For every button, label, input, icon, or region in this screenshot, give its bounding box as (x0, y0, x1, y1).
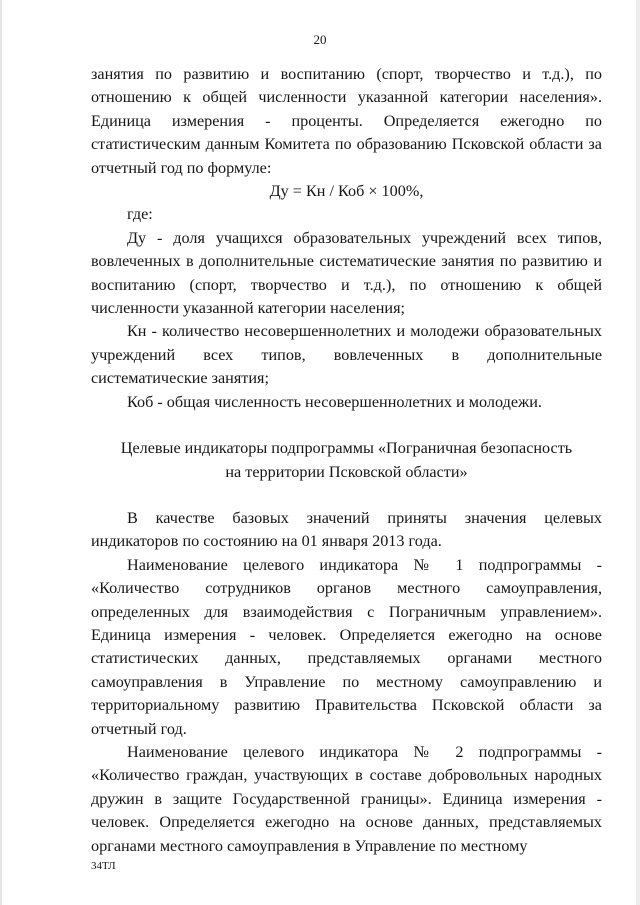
page-number: 20 (313, 32, 327, 47)
paragraph-indicator-1: Наименование целевого индикатора № 1 подпрограммы - «Количество сотрудников органов местного самоуправления, определенных для взаимодействия с Пограничным управлением». Единица измерения - человек. Определяется ежегодно на основе статистических данных, представляемых органами местного самоуправления в Управление по местному самоуправлению и территориальному развитию Правительства Псковской области за отчетный год. (91, 555, 602, 738)
definition-kn: Кн - количество несовершеннолетних и молодежи образовательных учреждений всех типов, вовлеченных в дополнительные систематические занятия; (91, 322, 602, 388)
document-body (91, 63, 602, 858)
section-heading-line-2: на территории Псковской области» (225, 462, 468, 481)
paragraph-continuation: занятия по развитию и воспитанию (спорт, творчество и т.д.), по отношению к общей численности указанной категории населения». Единица измерения - проценты. Определяется ежегодно по статистическим данным Комитета по образованию Псковской области за отчетный год по формуле: (91, 65, 602, 177)
scan-edge-left (0, 0, 2, 905)
definition-du: Ду - доля учащихся образовательных учреждений всех типов, вовлеченных в дополнительные систематические занятия по развитию и воспитанию (спорт, творчество и т.д.), по отношению к общей численности указанной категории населения; (91, 228, 602, 318)
spacer (91, 484, 602, 507)
footer-code: 34ТЛ (91, 860, 116, 872)
paragraph-base-values: В качестве базовых значений приняты значения целевых индикаторов по состоянию на 01 января 2013 года. (91, 508, 602, 551)
scan-edge-right (636, 0, 640, 905)
section-heading-line-1: Целевые индикаторы подпрограммы «Пограничная безопасность (120, 439, 573, 458)
paragraph-indicator-2: Наименование целевого индикатора № 2 подпрограммы - «Количество граждан, участвующих в составе добровольных народных дружин в защите Государственной границы». Единица измерения - человек. Определяется ежегодно на основе данных, представляемых органами местного самоуправления в Управление по местному (91, 742, 602, 855)
definition-kob: Коб - общая численность несовершеннолетних и молодежи. (127, 392, 542, 411)
spacer (91, 414, 602, 437)
where-label: где: (127, 205, 153, 224)
formula: Ду = Кн / Коб × 100%, (269, 182, 424, 201)
